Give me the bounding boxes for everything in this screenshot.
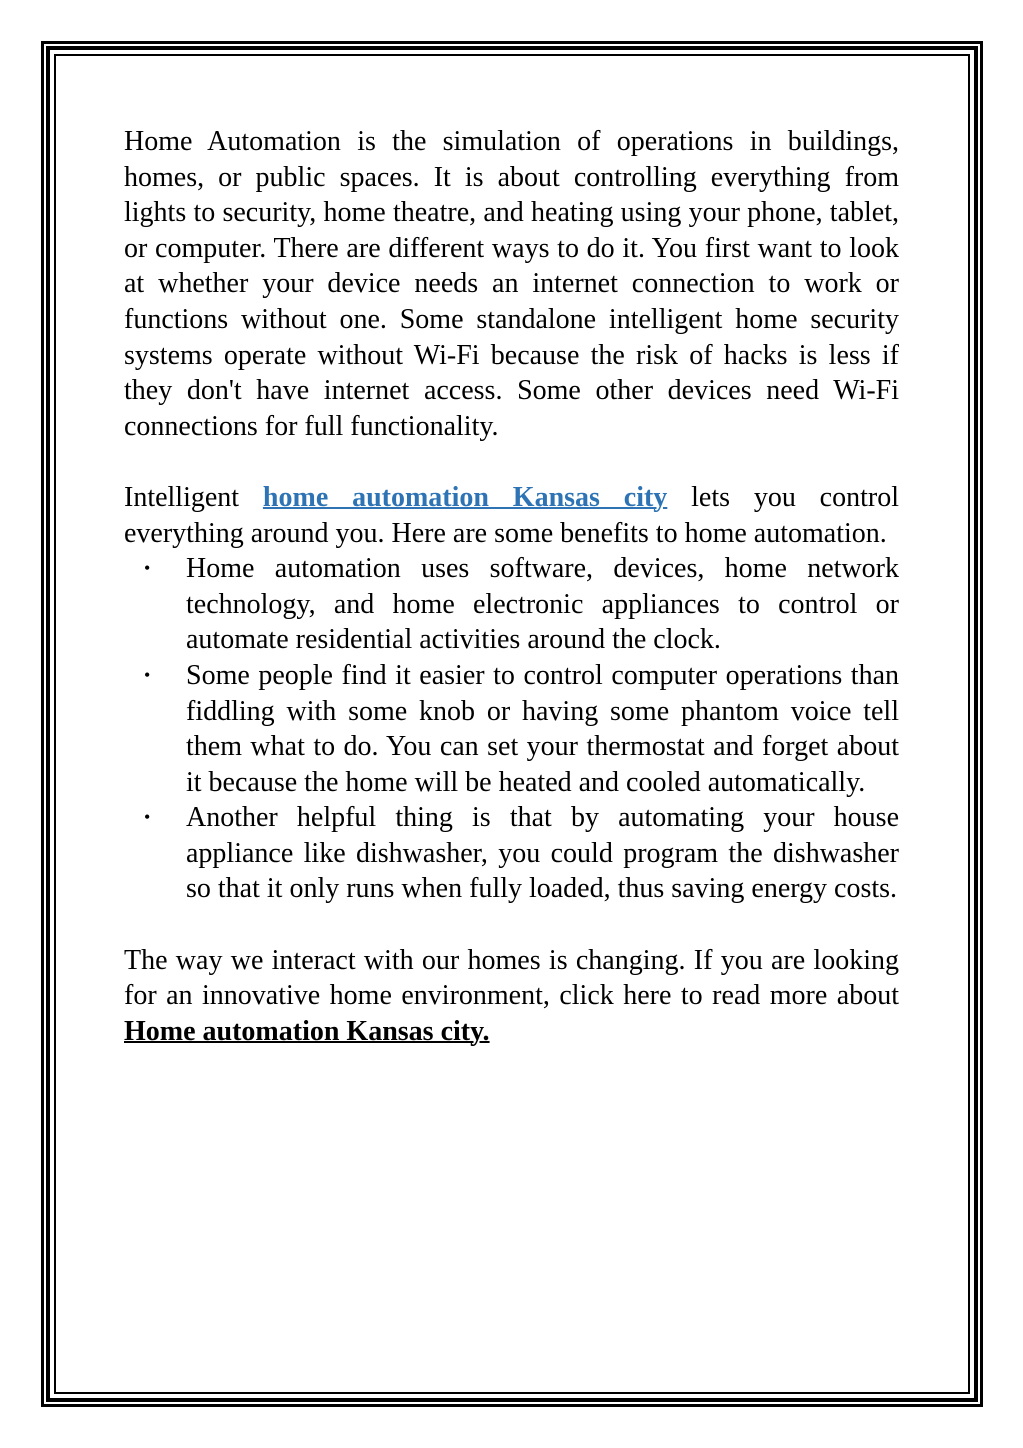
list-item (124, 658, 899, 800)
intro-paragraph: Home Automation is the simulation of operations in buildings, homes, or public spaces. It is about controlling everything from lights to security, home theatre, and heating using your phone, tablet, or computer. There are different ways to do it. You first want to look at whether your device needs an internet connection to work or functions without one. Some standalone intelligent home security systems operate without Wi-Fi because the risk of hacks is less if they don't have internet access. Some other devices need Wi-Fi connections for full functionality. (124, 126, 899, 442)
closing-paragraph (124, 943, 899, 1050)
document-body (124, 124, 899, 1049)
home-automation-kansas-city-link[interactable]: home automation Kansas city (262, 481, 668, 513)
list-item (124, 551, 899, 658)
bullet-icon: • (144, 664, 151, 685)
bullet-icon: • (144, 807, 151, 828)
list-item (124, 800, 899, 907)
read-more-home-automation-link[interactable]: Home automation Kansas city. (124, 1015, 490, 1047)
closing-text: The way we interact with our homes is changing. If you are looking for an innovative home environment, click here to read more about (124, 944, 899, 1012)
benefits-intro-text-before: Intelligent (124, 481, 263, 513)
benefit-text: Home automation uses software, devices, home network technology, and home electronic appliances to control or automate residential activities around the clock. (186, 553, 899, 656)
benefit-text: Some people find it easier to control computer operations than fiddling with some knob or having some phantom voice tell them what to do. You can set your thermostat and forget about it because the home will be heated and cooled automatically. (186, 659, 899, 798)
benefits-intro-text-after: lets you control everything around you. Here are some benefits to home automation. (124, 481, 899, 549)
paragraph-spacer (124, 907, 899, 943)
benefit-text: Another helpful thing is that by automating your house appliance like dishwasher, you could program the dishwasher so that it only runs when fully loaded, thus saving energy costs. (186, 802, 899, 905)
benefits-intro-paragraph (124, 480, 899, 551)
bullet-icon: • (144, 558, 151, 579)
paragraph-spacer (124, 444, 899, 480)
benefits-list (124, 551, 899, 907)
